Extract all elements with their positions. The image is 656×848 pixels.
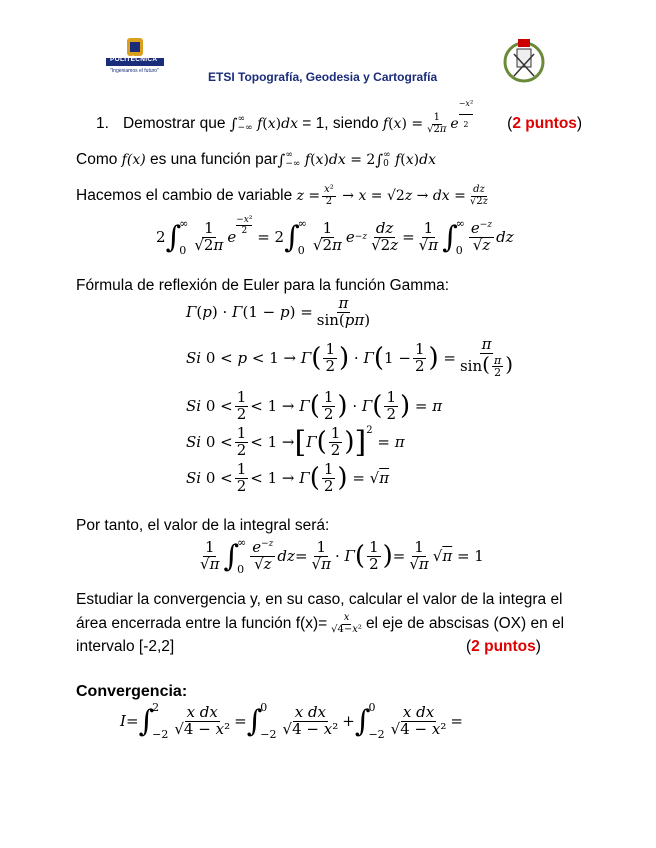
change-variable-text: Hacemos el cambio de variable — [76, 187, 293, 204]
problem2-line3: intervalo [-2,2] — [76, 638, 175, 655]
upm-logo-tagline: "Ingeniamos el futuro" — [110, 68, 159, 74]
therefore-text: Por tanto, el valor de la integral será: — [76, 517, 330, 534]
problem2-line2b: el eje de abscisas (OX) en el — [365, 615, 565, 632]
school-title: ETSI Topografía, Geodesia y Cartografía — [208, 70, 438, 84]
problem1-points-open: ( — [507, 115, 513, 132]
euler-formula: Γ(p) · Γ(1 − p) = $\frac{\pi}{\sin(p\pi)}$ — [186, 293, 371, 329]
school-crest-icon — [500, 36, 548, 84]
final-integral-equation: $\frac{1}{√\pi}$ ∫ ∞ 0 $\frac{e^{-z}}{√z}$ dz = $\frac{1}{√\pi}$ · Γ ( $\frac{1}{2}$ ) = $\frac{1}{√\pi}$ √π = 1 — [200, 536, 484, 576]
upm-logo — [104, 36, 166, 78]
problem1-intro: Demostrar que — [122, 115, 226, 132]
problem2-line2a: área encerrada entre la función f(x)= — [76, 615, 328, 632]
problem2-line2: área encerrada entre la función f(x)= $\frac{x}{\text{√4−x²}}$ el eje de abscisas (OX) en el — [76, 612, 565, 635]
problem1-number: 1. — [96, 115, 109, 132]
euler-case-3: Si 0 < $\frac{1}{2}$ < 1 → [ Γ ( $\frac{1}{2}$ ) ] $^2$ = π — [186, 423, 405, 460]
even-mid: es una función par — [150, 151, 278, 168]
problem2-points-label: 2 puntos — [471, 638, 536, 655]
problem1-line: 1. Demostrar que ∫ ∞ −∞ f ( x ) dx = 1, siendo f ( x ) = $\frac{1}{√2\pi}$ e −x² 2 ( 2 puntos ) — [96, 106, 582, 142]
problem1-points-close: ) — [576, 115, 583, 132]
problem2-line1: Estudiar la convergencia y, en su caso, calcular el valor de la integra el — [76, 591, 563, 608]
problem2-points-open: ( — [466, 638, 472, 655]
problem2-points-close: ) — [535, 638, 541, 655]
euler-case-4: Si 0 < $\frac{1}{2}$ < 1 → Γ ( $\frac{1}{2}$ ) = √π — [186, 459, 390, 495]
upm-logo-name: POLITÉCNICA — [110, 56, 158, 63]
convergence-equation: I = ∫ 2 −2 $\frac{\text{x dx}}{\text{√4 − x²}}$ = ∫ 0 −2 $\frac{\text{x dx}}{\text{√4 − x²}}$ + ∫ 0 −2 $\frac{\text{x dx}}{\text{√4 − x²}}$ = — [120, 701, 463, 741]
problem1-eq1: = 1, siendo — [302, 115, 379, 132]
change-variable-line: Hacemos el cambio de variable z = $\frac{\text{x²}}{2}$ → x = √2z → dx = $\frac{dz}{√2z}$ — [76, 184, 488, 207]
euler-case-1: Si 0 < p < 1 → Γ ( $\frac{1}{2}$ ) · Γ ( 1 − $\frac{1}{2}$ ) = π sin( $\frac{\pi}{2}$ ) — [186, 335, 513, 380]
euler-case-2: Si 0 < $\frac{1}{2}$ < 1 → Γ ( $\frac{1}{2}$ ) · Γ ( $\frac{1}{2}$ ) = π — [186, 387, 443, 423]
even-function-line: Como f(x) es una función par ∫ ∞ −∞ f(x)dx = 2 ∫ ∞ 0 f(x)dx — [76, 150, 436, 169]
even-prefix: Como — [76, 151, 118, 168]
convergence-heading: Convergencia: — [76, 683, 188, 700]
problem2-points — [466, 637, 541, 657]
integral-substitution-equation: 2 ∫ ∞ 0 $\frac{1}{√2\pi}$ e $\frac{\text{−x²}}{2}$ = 2 ∫ ∞ 0 $\frac{1}{√2\pi}$ e −z $\frac{dz}{√2z}$ = $\frac{1}{√\pi}$ ∫ ∞ 0 $\frac{e^{-z}}{√z}$ dz — [156, 214, 514, 257]
problem1-points: 2 puntos — [512, 115, 577, 132]
euler-heading: Fórmula de reflexión de Euler para la función Gamma: — [76, 277, 450, 294]
even-fx: f(x) — [121, 152, 146, 168]
